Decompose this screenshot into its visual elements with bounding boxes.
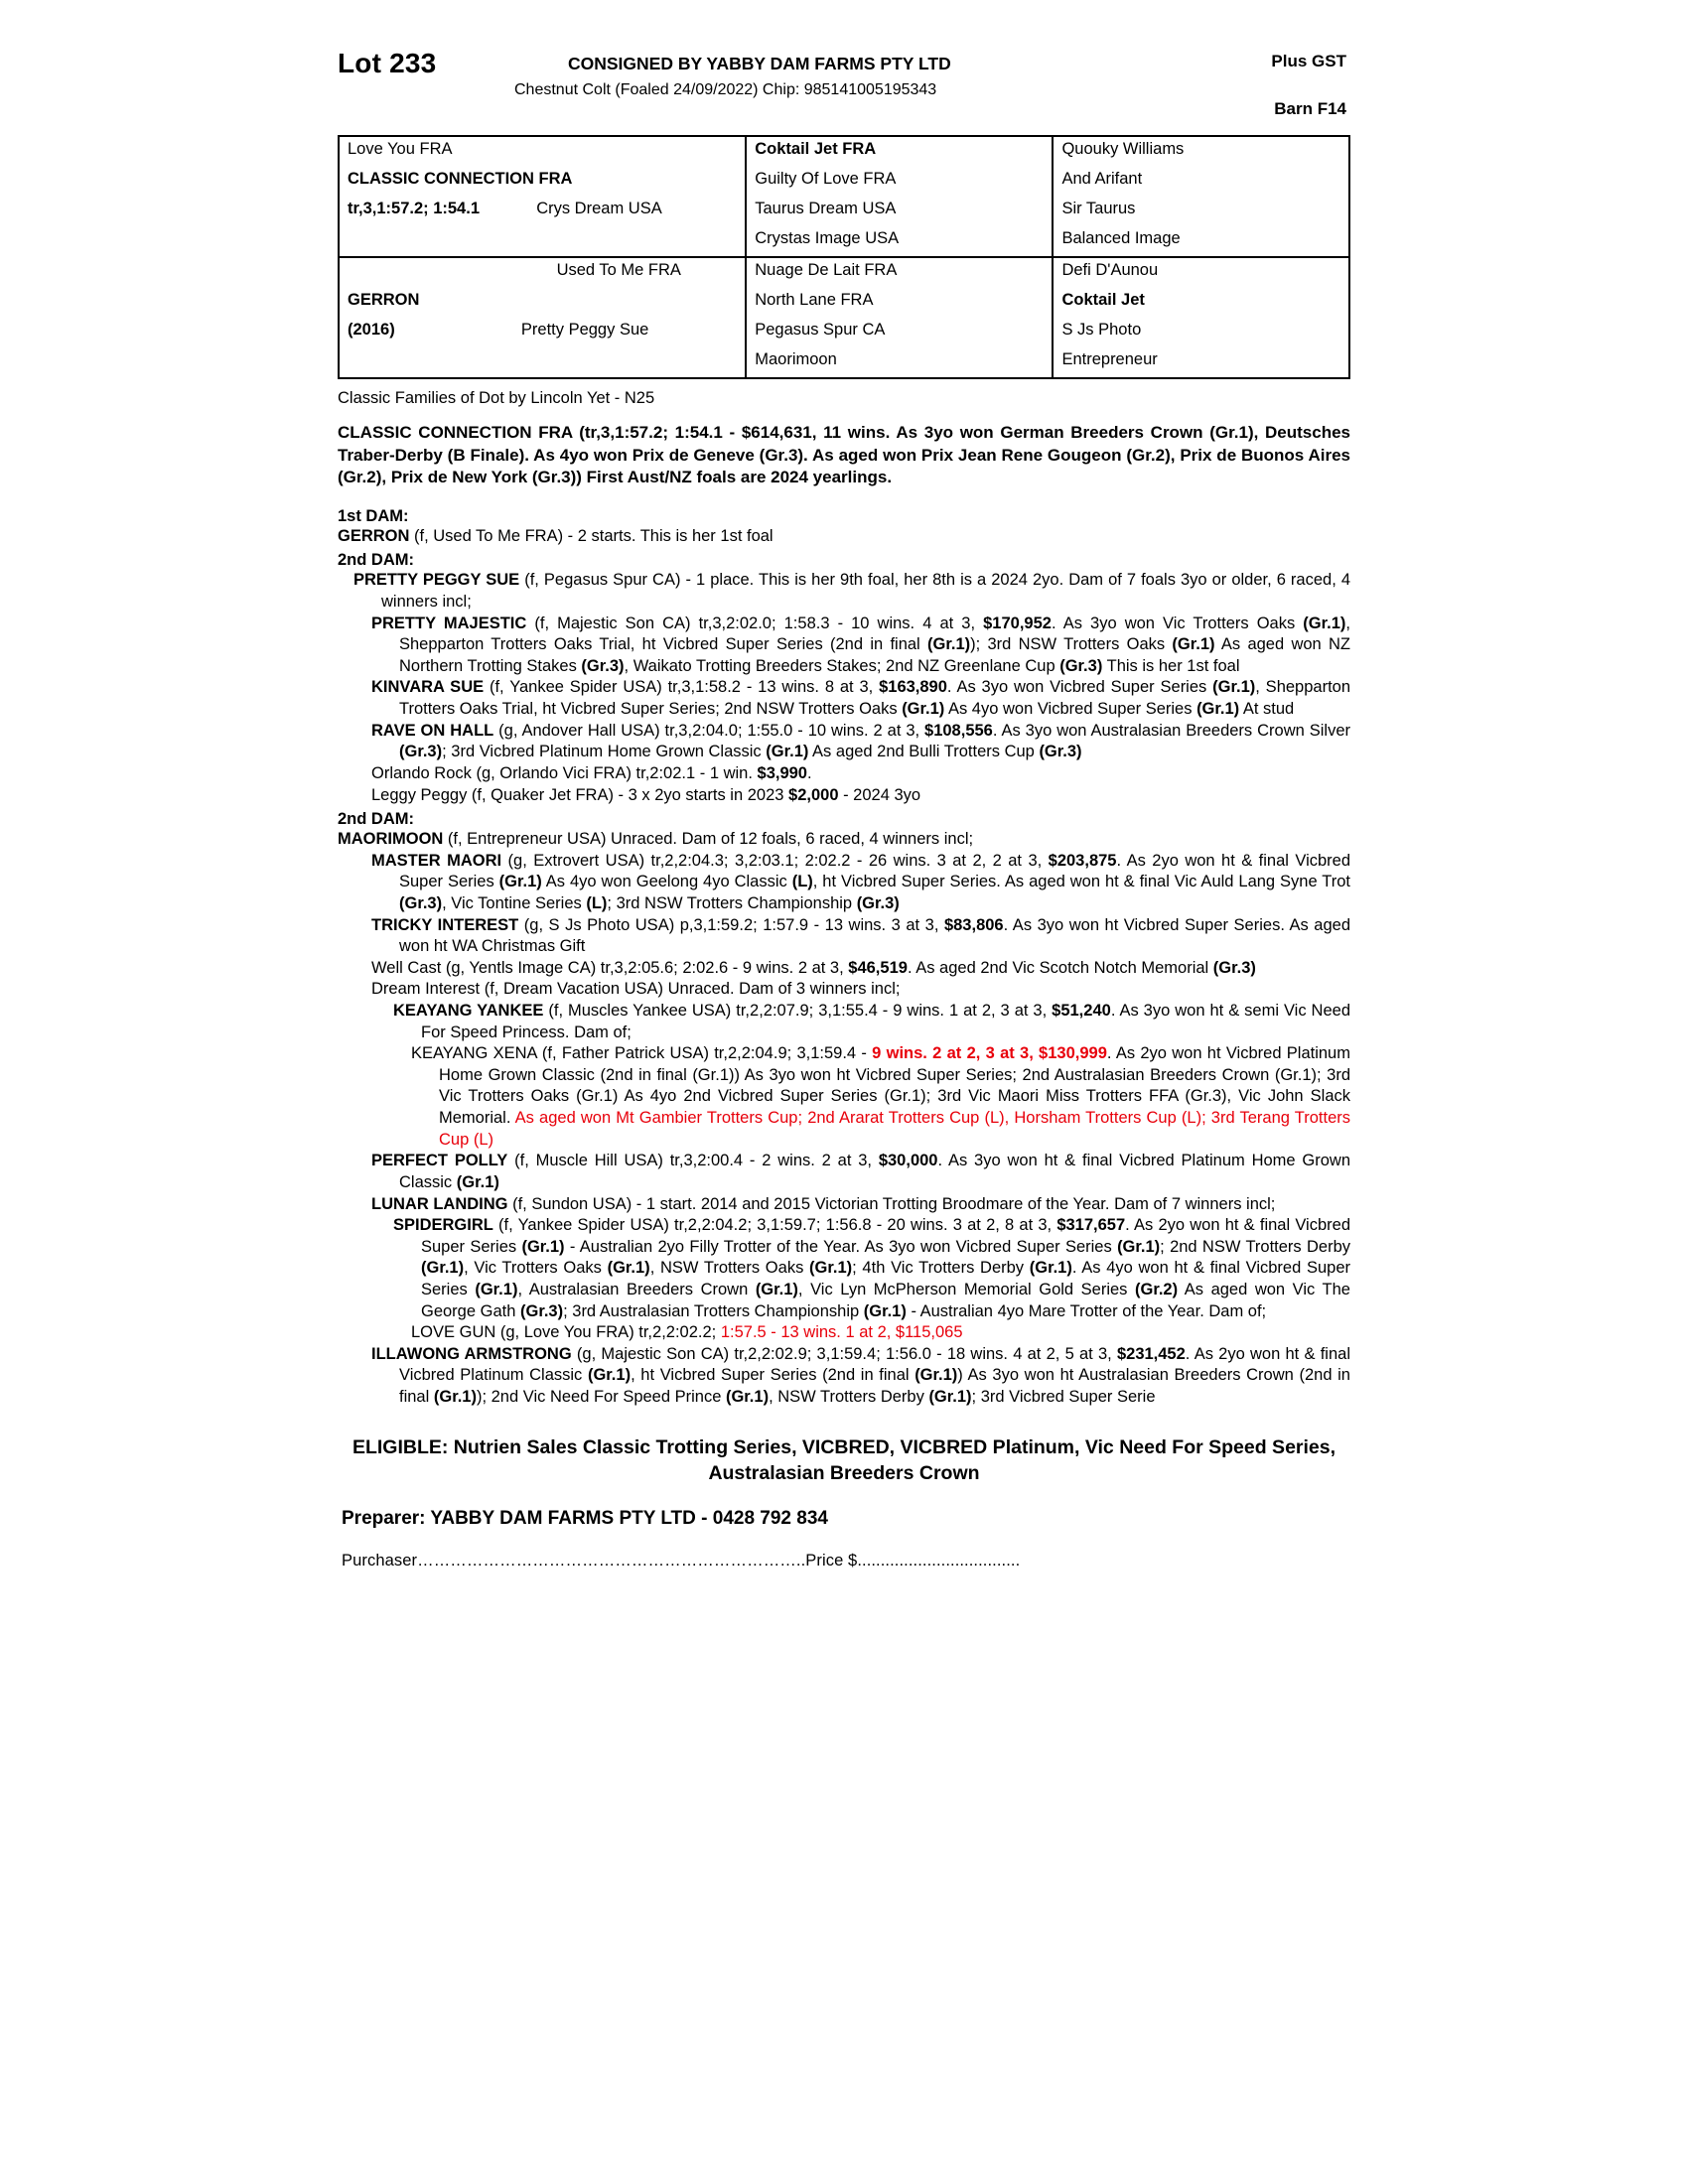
- entry-emphasis: (Gr.3): [581, 656, 625, 675]
- pedigree-cell-col3: [1053, 257, 1348, 288]
- entry-emphasis: (Gr.1): [1029, 1259, 1072, 1278]
- pedigree-entry-rave-on-hall: RAVE ON HALL (g, Andover Hall USA) tr,3,2:04.0; 1:55.0 - 10 wins. 2 at 3, $108,556. As 3yo won Australasian Breeders Crown Silver (Gr.3); 3rd Vicbred Platinum Home Grown Classic (Gr.1) As aged 2nd Bulli Trotters Cup (Gr.3): [371, 721, 1350, 761]
- pedigree-cell-col3: [1053, 167, 1348, 197]
- horse-description: Chestnut Colt (Foaled 24/09/2022) Chip: 985141005195343: [514, 81, 937, 98]
- entry-highlight-2: As aged won Mt Gambier Trotters Cup; 2nd Ararat Trotters Cup (L), Horsham Trotters Cup (L); 3rd Terang Trotters Cup (L): [439, 1109, 1350, 1149]
- pedigree-cell-col3: [1053, 288, 1348, 318]
- pedigree-cell-col3: [1053, 347, 1348, 377]
- pedigree-cell-col3: [1053, 137, 1348, 167]
- pedigree-entry-master-maori: MASTER MAORI (g, Extrovert USA) tr,2,2:04.3; 3,2:03.1; 2:02.2 - 26 wins. 3 at 2, 2 at 3, $203,875. As 2yo won ht & final Vicbred Super Series (Gr.1) As 4yo won Geelong 4yo Classic (L), ht Vicbred Super Series. As aged won ht & final Vic Auld Lang Syne Trot (Gr.3), Vic Tontine Series (L); 3rd NSW Trotters Championship (Gr.3): [371, 851, 1351, 912]
- page-header: [338, 40, 1350, 131]
- pedigree-text: Maorimoon: [755, 350, 837, 368]
- pedigree-text: Crystas Image USA: [755, 229, 900, 247]
- entry-horse-name: GERRON: [338, 526, 410, 545]
- entry-emphasis: (Gr.1): [1117, 1237, 1161, 1256]
- pedigree-text: Used To Me FRA: [556, 261, 681, 279]
- entry-emphasis: (Gr.1): [863, 1301, 907, 1320]
- entry-emphasis: (Gr.3): [399, 743, 443, 761]
- table-row: [340, 257, 1348, 288]
- entry-emphasis: $51,240: [1052, 1002, 1111, 1021]
- pedigree-cell-col1: [340, 137, 746, 167]
- pedigree-text: Coktail Jet: [1061, 291, 1145, 309]
- pedigree-text: Nuage De Lait FRA: [755, 261, 898, 279]
- pedigree-entry-kinvara-sue: KINVARA SUE (f, Yankee Spider USA) tr,3,1:58.2 - 13 wins. 8 at 3, $163,890. As 3yo won Vicbred Super Series (Gr.1), Shepparton Trotters Oaks Trial, ht Vicbred Super Series; 2nd NSW Trotters Oaks (Gr.1) As 4yo won Vicbred Super Series (Gr.1) At stud: [371, 678, 1351, 719]
- entry-emphasis: $46,519: [848, 958, 908, 977]
- entry-emphasis: (Gr.1): [725, 1387, 770, 1406]
- pedigree-entry-well-cast: Well Cast (g, Yentls Image CA) tr,3,2:05.6; 2:02.6 - 9 wins. 2 at 3, $46,519. As aged 2nd Vic Scotch Notch Memorial (Gr.3): [371, 958, 1256, 977]
- pedigree-text: Sir Taurus: [1061, 200, 1136, 217]
- barn-label: Barn F14: [1274, 99, 1346, 118]
- entry-emphasis: (Gr.2): [1134, 1280, 1179, 1298]
- entry-text-part2: . As 2yo won ht Vicbred Platinum Home Grown Classic (2nd in final (Gr.1)) As 3yo won ht Vicbred Super Series; 2nd Australasian Breeders Crown (Gr.1); 3rd Vic Trotters Oaks (Gr.1) As 4yo 2nd Vicbred Super Series (Gr.1); 3rd Vic Maori Miss Trotters FFA (Gr.3), Vic John Slack Memorial.: [439, 1044, 1350, 1128]
- entry-emphasis: $3,990: [757, 763, 807, 782]
- pedigree-cell-col3: [1053, 318, 1348, 347]
- entry-emphasis: $2,000: [788, 785, 839, 804]
- entry-horse-name: ILLAWONG ARMSTRONG: [371, 1344, 572, 1363]
- second-dam-heading: 2nd DAM:: [338, 551, 414, 570]
- table-row: [340, 347, 1348, 377]
- pedigree-cell-col1: [340, 347, 746, 377]
- pedigree-entry-spidergirl: SPIDERGIRL (f, Yankee Spider USA) tr,2,2:04.2; 3,1:59.7; 1:56.8 - 20 wins. 3 at 2, 8 at 3, $317,657. As 2yo won ht & final Vicbred Super Series (Gr.1) - Australian 2yo Filly Trotter of the Year. As 3yo won Vicbred Super Series (Gr.1); 2nd NSW Trotters Derby (Gr.1), Vic Trotters Oaks (Gr.1), NSW Trotters Oaks (Gr.1); 4th Vic Trotters Derby (Gr.1). As 4yo won ht & final Vicbred Super Series (Gr.1), Australasian Breeders Crown (Gr.1), Vic Lyn McPherson Memorial Gold Series (Gr.2) As aged won Vic The George Gath (Gr.3); 3rd Australasian Trotters Championship (Gr.1) - Australian 4yo Mare Trotter of the Year. Dam of;: [393, 1216, 1351, 1320]
- eligible-notice: ELIGIBLE: Nutrien Sales Classic Trotting Series, VICBRED, VICBRED Platinum, Vic Need For Speed Series, Australasian Breeders Crown: [352, 1435, 1336, 1484]
- pedigree-entry-pretty-majestic: PRETTY MAJESTIC (f, Majestic Son CA) tr,3,2:02.0; 1:58.3 - 10 wins. 4 at 3, $170,952. As 3yo won Vic Trotters Oaks (Gr.1), Shepparton Trotters Oaks Trial, ht Vicbred Super Series (2nd in final (Gr.1)); 3rd NSW Trotters Oaks (Gr.1) As aged won NZ Northern Trotting Stakes (Gr.3), Waikato Trotting Breeders Stakes; 2nd NZ Greenlane Cup (Gr.3) This is her 1st foal: [371, 614, 1350, 675]
- pedigree-cell-col2: [746, 257, 1053, 288]
- pedigree-entry-pretty-peggy-sue: PRETTY PEGGY SUE (f, Pegasus Spur CA) - 1 place. This is her 9th foal, her 8th is a 2024 2yo. Dam of 7 foals 3yo or older, 6 raced, 4 winners incl;: [353, 571, 1350, 612]
- entry-emphasis: (Gr.1): [809, 1259, 853, 1278]
- pedigree-entry-gerron: GERRON (f, Used To Me FRA) - 2 starts. This is her 1st foal: [338, 526, 774, 545]
- entry-horse-name: MASTER MAORI: [371, 851, 502, 870]
- pedigree-entry-lunar-landing: LUNAR LANDING (f, Sundon USA) - 1 start. 2014 and 2015 Victorian Trotting Broodmare of the Year. Dam of 7 winners incl;: [371, 1194, 1276, 1213]
- entry-text-part1: KEAYANG XENA (f, Father Patrick USA) tr,2,2:04.9; 3,1:59.4 -: [411, 1044, 873, 1063]
- entry-highlight-1: 9 wins. 2 at 2, 3 at 3, $130,999: [872, 1044, 1107, 1063]
- pedigree-text: Pegasus Spur CA: [755, 321, 886, 339]
- dam-year-cell: [340, 318, 746, 347]
- pedigree-cell-col2: [746, 347, 1053, 377]
- pedigree-text: Crys Dream USA: [536, 200, 662, 217]
- entry-emphasis: (Gr.1): [587, 1366, 632, 1385]
- sire-name-cell: [340, 167, 746, 197]
- third-dam-heading: 2nd DAM:: [338, 810, 414, 829]
- table-row: [340, 318, 1348, 347]
- entry-emphasis: $231,452: [1116, 1344, 1186, 1363]
- entry-emphasis: (L): [586, 893, 608, 912]
- pedigree-entry-tricky-interest: TRICKY INTEREST (g, S Js Photo USA) p,3,1:59.2; 1:57.9 - 13 wins. 3 at 3, $83,806. As 3yo won ht Vicbred Super Series. As aged won ht WA Christmas Gift: [371, 915, 1351, 956]
- pedigree-text: North Lane FRA: [755, 291, 874, 309]
- pedigree-entry-keayang-xena: [393, 1043, 1350, 1151]
- pedigree-text: Quouky Williams: [1061, 140, 1185, 158]
- pedigree-entry-maorimoon: MAORIMOON (f, Entrepreneur USA) Unraced. Dam of 12 foals, 6 raced, 4 winners incl;: [338, 830, 974, 849]
- table-row: [340, 137, 1348, 167]
- dam-name: GERRON: [348, 291, 420, 309]
- entry-emphasis: (Gr.1): [433, 1387, 477, 1406]
- pedigree-table: [338, 135, 1350, 379]
- entry-emphasis: (Gr.1): [927, 635, 971, 654]
- sire-name: CLASSIC CONNECTION FRA: [348, 170, 573, 188]
- entry-horse-name: LUNAR LANDING: [371, 1194, 508, 1213]
- pedigree-entry-illawong-armstrong: ILLAWONG ARMSTRONG (g, Majestic Son CA) tr,2,2:02.9; 3,1:59.4; 1:56.0 - 18 wins. 4 at 2, 5 at 3, $231,452. As 2yo won ht & final Vicbred Platinum Classic (Gr.1), ht Vicbred Super Series (2nd in final (Gr.1)) As 3yo won ht Australasian Breeders Crown (2nd in final (Gr.1)); 2nd Vic Need For Speed Prince (Gr.1), NSW Trotters Derby (Gr.1); 3rd Vicbred Super Serie: [371, 1344, 1350, 1406]
- sire-record-cell: [340, 197, 746, 226]
- entry-emphasis: (Gr.3): [399, 893, 443, 912]
- entry-emphasis: $317,657: [1056, 1216, 1126, 1235]
- entry-horse-name: PRETTY PEGGY SUE: [353, 571, 520, 590]
- entry-horse-name: SPIDERGIRL: [393, 1216, 493, 1235]
- entry-horse-name: MAORIMOON: [338, 830, 444, 849]
- pedigree-entry-love-gun: [393, 1322, 1350, 1344]
- entry-emphasis: (Gr.1): [755, 1280, 798, 1298]
- pedigree-text: Balanced Image: [1061, 229, 1181, 247]
- entry-emphasis: (Gr.3): [519, 1301, 564, 1320]
- preparer-line: Preparer: YABBY DAM FARMS PTY LTD - 0428 792 834: [342, 1507, 828, 1529]
- pedigree-cell-col3: [1053, 197, 1348, 226]
- entry-horse-name: RAVE ON HALL: [371, 721, 494, 740]
- entry-emphasis: (Gr.1): [1196, 700, 1240, 719]
- pedigree-cell-col2: [746, 226, 1053, 257]
- pedigree-text: S Js Photo: [1061, 321, 1142, 339]
- entry-emphasis: $203,875: [1048, 851, 1117, 870]
- pedigree-text: Taurus Dream USA: [755, 200, 897, 217]
- entry-emphasis: (Gr.1): [607, 1259, 650, 1278]
- pedigree-cell-col2: [746, 137, 1053, 167]
- entry-emphasis: (Gr.1): [498, 873, 542, 891]
- pedigree-cell-col1: [340, 226, 746, 257]
- entry-emphasis: (Gr.1): [475, 1280, 518, 1298]
- pedigree-cell-col1: [340, 257, 746, 288]
- pedigree-cell-col2: [746, 197, 1053, 226]
- pedigree-text: And Arifant: [1061, 170, 1143, 188]
- entry-emphasis: (L): [791, 873, 813, 891]
- pedigree-cell-col2: [746, 318, 1053, 347]
- pedigree-entry-orlando-rock: Orlando Rock (g, Orlando Vici FRA) tr,2:02.1 - 1 win. $3,990.: [371, 763, 812, 782]
- entry-emphasis: $170,952: [983, 614, 1052, 632]
- entry-horse-name: PERFECT POLLY: [371, 1152, 508, 1170]
- entry-emphasis: (Gr.1): [1172, 635, 1215, 654]
- sire-summary: CLASSIC CONNECTION FRA (tr,3,1:57.2; 1:54.1 - $614,631, 11 wins. As 3yo won German Breeders Crown (Gr.1), Deutsches Traber-Derby (B Finale). As 4yo won Prix de Geneve (Gr.3). As aged won Prix Jean Rene Gougeon (Gr.2), Prix de Buonos Aires (Gr.2), Prix de New York (Gr.3)) First Aust/NZ foals are 2024 yearlings.: [338, 423, 1350, 487]
- table-row: [340, 226, 1348, 257]
- dam-year: (2016): [348, 321, 395, 339]
- table-row: [340, 288, 1348, 318]
- page-content: [338, 40, 1350, 1570]
- pedigree-text: Entrepreneur: [1061, 350, 1158, 368]
- pedigree-cell-col3: [1053, 226, 1348, 257]
- table-row: [340, 197, 1348, 226]
- pedigree-text: Guilty Of Love FRA: [755, 170, 897, 188]
- purchaser-line: Purchaser……………………………………………………………..Price $...................................: [342, 1551, 1021, 1570]
- entry-emphasis: $30,000: [878, 1152, 938, 1170]
- pedigree-text: Pretty Peggy Sue: [520, 321, 649, 339]
- entry-emphasis: (Gr.3): [1039, 743, 1082, 761]
- entry-emphasis: (Gr.1): [1303, 614, 1346, 632]
- entry-emphasis: (Gr.1): [1212, 678, 1256, 697]
- family-line: Classic Families of Dot by Lincoln Yet - N25: [338, 389, 655, 407]
- consignor-line: CONSIGNED BY YABBY DAM FARMS PTY LTD: [568, 54, 951, 73]
- entry-emphasis: (Gr.1): [456, 1172, 499, 1191]
- pedigree-entry-keayang-yankee: KEAYANG YANKEE (f, Muscles Yankee USA) tr,2,2:07.9; 3,1:55.4 - 9 wins. 1 at 2, 3 at 3, $51,240. As 3yo won ht & semi Vic Need For Speed Princess. Dam of;: [393, 1002, 1351, 1041]
- pedigree-text: Coktail Jet FRA: [755, 140, 877, 158]
- pedigree-text: Love You FRA: [348, 140, 453, 158]
- entry-horse-name: KEAYANG YANKEE: [393, 1002, 544, 1021]
- entry-emphasis: (Gr.3): [856, 893, 900, 912]
- pedigree-text: Defi D'Aunou: [1061, 261, 1159, 279]
- entry-highlight: 1:57.5 - 13 wins. 1 at 2, $115,065: [720, 1323, 963, 1342]
- entry-emphasis: (Gr.1): [928, 1387, 972, 1406]
- plus-gst-label: Plus GST: [1271, 52, 1346, 70]
- lot-number: Lot 233: [338, 48, 437, 78]
- pedigree-entry-leggy-peggy: Leggy Peggy (f, Quaker Jet FRA) - 3 x 2yo starts in 2023 $2,000 - 2024 3yo: [371, 785, 921, 804]
- entry-emphasis: $83,806: [943, 915, 1004, 934]
- entry-emphasis: $108,556: [924, 721, 993, 740]
- entry-text-part1: LOVE GUN (g, Love You FRA) tr,2,2:02.2;: [411, 1323, 721, 1342]
- entry-emphasis: (Gr.1): [766, 743, 809, 761]
- entry-horse-name: PRETTY MAJESTIC: [371, 614, 527, 632]
- dam-name-cell: [340, 288, 746, 318]
- entry-emphasis: (Gr.3): [1059, 656, 1103, 675]
- entry-emphasis: (Gr.1): [902, 700, 945, 719]
- entry-emphasis: (Gr.3): [1212, 958, 1256, 977]
- table-row: [340, 167, 1348, 197]
- pedigree-entry-dream-interest: Dream Interest (f, Dream Vacation USA) Unraced. Dam of 3 winners incl;: [371, 980, 901, 999]
- entry-horse-name: KINVARA SUE: [371, 678, 485, 697]
- pedigree-cell-col2: [746, 288, 1053, 318]
- pedigree-entry-perfect-polly: PERFECT POLLY (f, Muscle Hill USA) tr,3,2:00.4 - 2 wins. 2 at 3, $30,000. As 3yo won ht & final Vicbred Platinum Home Grown Classic (Gr.1): [371, 1152, 1351, 1191]
- entry-emphasis: $163,890: [879, 678, 947, 697]
- entry-emphasis: (Gr.1): [914, 1366, 958, 1385]
- sire-record: tr,3,1:57.2; 1:54.1: [348, 200, 480, 217]
- first-dam-heading: 1st DAM:: [338, 506, 409, 525]
- pedigree-cell-col2: [746, 167, 1053, 197]
- entry-horse-name: TRICKY INTEREST: [371, 915, 519, 934]
- entry-emphasis: (Gr.1): [421, 1259, 465, 1278]
- entry-emphasis: (Gr.1): [521, 1237, 565, 1256]
